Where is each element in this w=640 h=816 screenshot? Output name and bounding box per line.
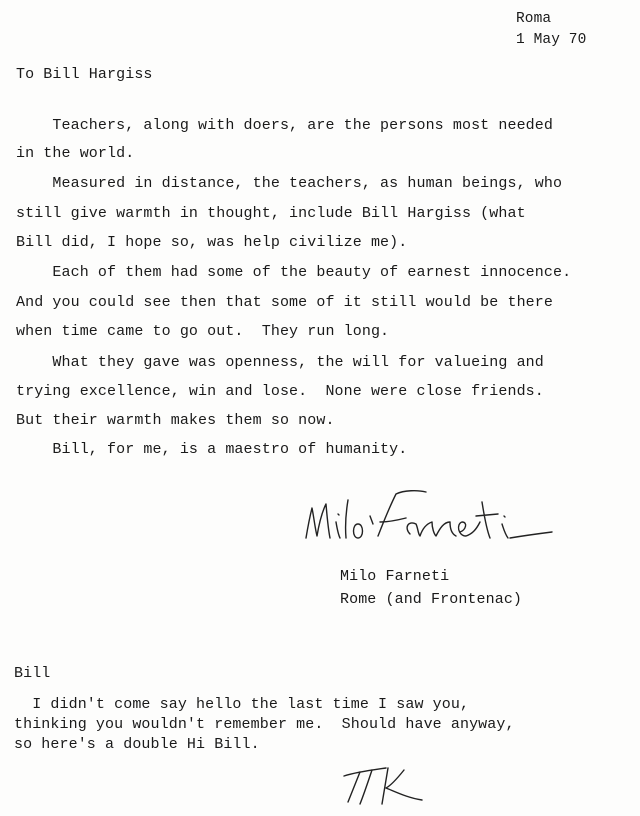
letter-line: What they gave was openness, the will for valueing and	[16, 354, 544, 371]
letter-line: And you could see then that some of it still would be there	[16, 294, 553, 311]
letter-line: Each of them had some of the beauty of earnest innocence.	[16, 264, 572, 281]
letter-line: when time came to go out. They run long.	[16, 323, 390, 340]
letter-line: Bill, for me, is a maestro of humanity.	[16, 441, 408, 458]
letter-line: trying excellence, win and lose. None were close friends.	[16, 383, 544, 400]
letter-line: Measured in distance, the teachers, as human beings, who	[16, 175, 563, 192]
handwritten-signature	[300, 478, 570, 550]
postscript-greeting: Bill	[14, 665, 51, 682]
header-city: Roma	[516, 11, 552, 27]
postscript-line: I didn't come say hello the last time I saw you,	[14, 696, 470, 713]
header-date: 1 May 70	[516, 32, 587, 48]
letter-line: Bill did, I hope so, was help civilize me).	[16, 234, 408, 251]
postscript-line: so here's a double Hi Bill.	[14, 736, 260, 753]
letter-line: Teachers, along with doers, are the persons most needed	[16, 117, 553, 134]
letter-line: still give warmth in thought, include Bill Hargiss (what	[16, 205, 526, 222]
signer-name: Milo Farneti	[340, 568, 450, 585]
signer-place: Rome (and Frontenac)	[340, 591, 523, 608]
handwritten-initials	[338, 762, 428, 810]
salutation: To Bill Hargiss	[16, 66, 153, 83]
postscript-line: thinking you wouldn't remember me. Should have anyway,	[14, 716, 515, 733]
letter-line: But their warmth makes them so now.	[16, 412, 335, 429]
letter-line: in the world.	[16, 145, 135, 162]
